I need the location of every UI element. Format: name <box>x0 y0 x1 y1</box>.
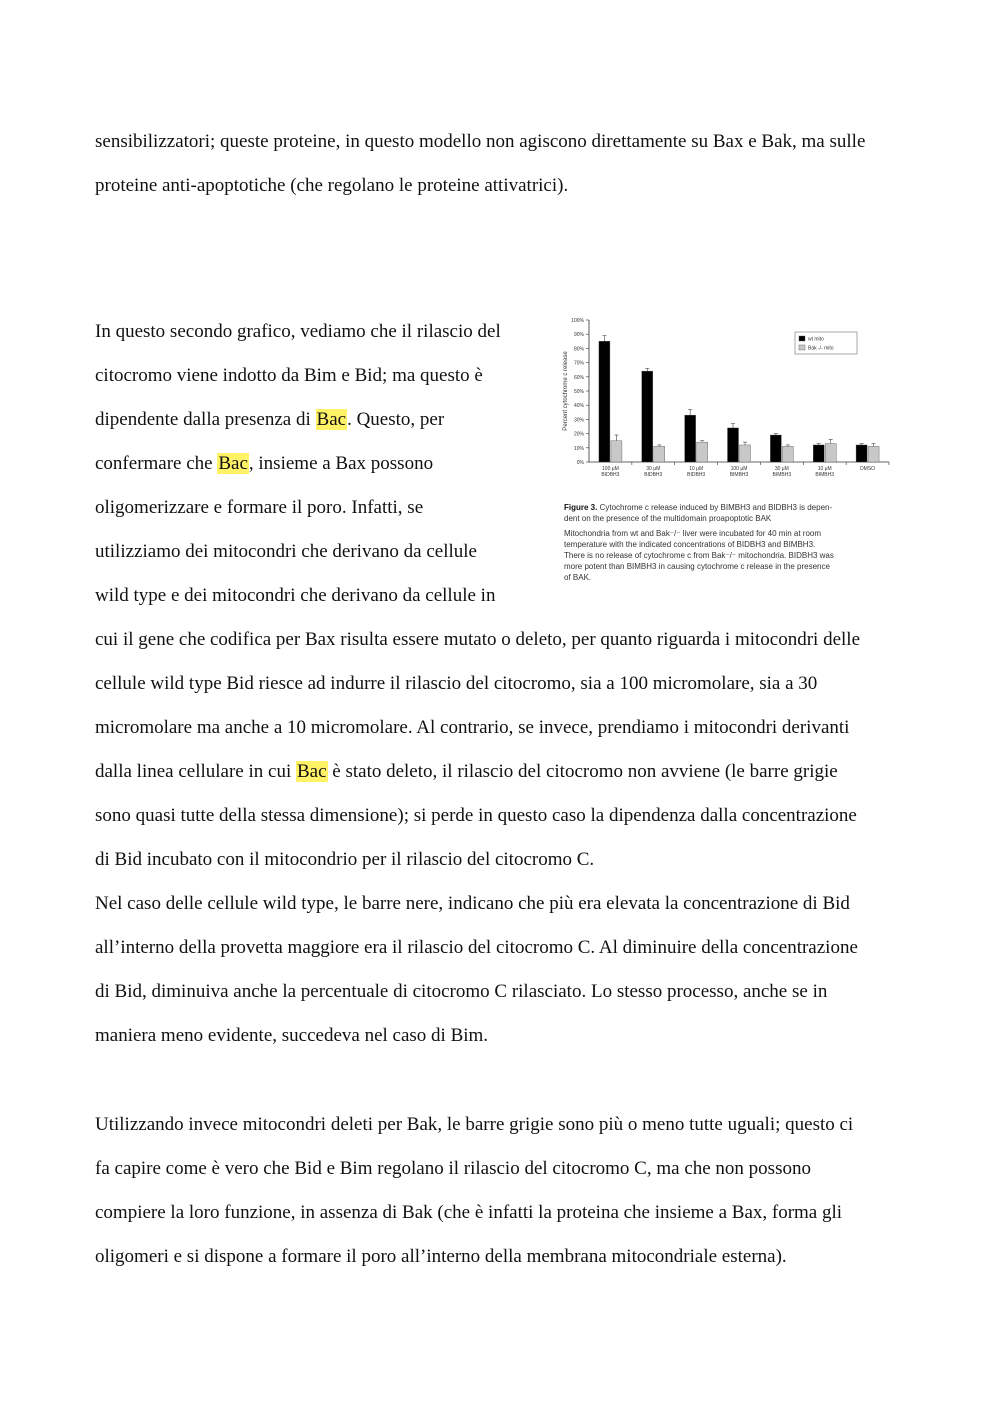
highlight-bac: Bac <box>296 761 327 782</box>
bar-bak-ko <box>611 441 622 462</box>
para2-line-1: Nel caso delle cellule wild type, le barre nere, indicano che più era elevata la concentrazione di Bid <box>95 893 850 914</box>
x-tick-label: 100 μM <box>602 466 619 472</box>
para2-line-3: di Bid, diminuiva anche la percentuale di citocromo C rilasciato. Lo stesso processo, anche se in <box>95 981 828 1002</box>
para1-line-3: dipendente dalla presenza di Bac. Questo, per <box>95 409 445 430</box>
intro-line-1: sensibilizzatori; queste proteine, in questo modello non agiscono direttamente su Bax e Bak, ma sulle <box>95 131 866 152</box>
x-tick-label: DMSO <box>860 466 876 472</box>
bar-wt <box>599 341 610 462</box>
highlight-bac: Bac <box>218 453 248 474</box>
x-tick-label: 30 μM <box>774 466 789 472</box>
para1-line-7: wild type e dei mitocondri che derivano da cellule in <box>95 585 496 606</box>
para1-line-13: di Bid incubato con il mitocondrio per il rilascio del citocromo C. <box>95 849 595 870</box>
bar-wt <box>856 445 867 462</box>
para1-line-8: cui il gene che codifica per Bax risulta essere mutato o deleto, per quanto riguarda i mitocondri delle <box>95 629 861 650</box>
y-tick-label: 40% <box>573 403 584 410</box>
bar-wt <box>813 445 824 462</box>
para1-line-6: utilizziamo dei mitocondri che derivano da cellule <box>95 541 477 562</box>
para3-line-3: compiere la loro funzione, in assenza di Bak (che è infatti la proteina che insieme a Bax, forma gli <box>95 1202 843 1223</box>
figure-caption-title-2: dent on the presence of the multidomain proapoptotic BAK <box>564 514 772 523</box>
y-tick-label: 100% <box>571 318 584 324</box>
para1-line-10: micromolare ma anche a 10 micromolare. Al contrario, se invece, prendiamo i mitocondri derivanti <box>95 717 850 738</box>
intro-line-2: proteine anti-apoptotiche (che regolano le proteine attivatrici). <box>95 175 569 196</box>
bar-bak-ko <box>825 444 836 462</box>
bar-bak-ko <box>868 446 879 462</box>
bar-chart <box>555 312 895 492</box>
para3-line-1: Utilizzando invece mitocondri deleti per Bak, le barre grigie sono più o meno tutte uguali; questo ci <box>95 1114 854 1135</box>
para1-line-1: In questo secondo grafico, vediamo che il rilascio del <box>95 321 501 342</box>
figure-caption-body-2: temperature with the indicated concentrations of BIDBH3 and BIMBH3. <box>564 540 816 549</box>
para1-line-11: dalla linea cellulare in cui Bac è stato deleto, il rilascio del citocromo non avviene (le barre grigie <box>95 761 838 782</box>
y-axis-label: Percent cytochrome c release <box>563 351 569 431</box>
y-tick-label: 90% <box>573 332 584 339</box>
y-tick-label: 10% <box>573 445 584 452</box>
figure-caption-body-3: There is no release of cytochrome c from Bak⁻/⁻ mitochondria. BIDBH3 was <box>564 551 834 560</box>
x-tick-label: 10 μM <box>817 466 832 472</box>
x-tick-label: BIDBH3 <box>644 472 663 478</box>
para2-line-2: all’interno della provetta maggiore era il rilascio del citocromo C. Al diminuire della concentrazione <box>95 937 858 958</box>
figure-caption-body-4: more potent than BIMBH3 in causing cytochrome c release in the presence <box>564 562 830 571</box>
x-tick-label: 30 μM <box>646 466 661 472</box>
para1-line-5: oligomerizzare e formare il poro. Infatti, se <box>95 497 424 518</box>
bar-bak-ko <box>740 445 751 462</box>
y-tick-label: 0% <box>576 460 584 466</box>
figure-caption-body-5: of BAK. <box>564 573 592 582</box>
para1-line-12: sono quasi tutte della stessa dimensione); si perde in questo caso la dipendenza dalla concentrazione <box>95 805 857 826</box>
bar-bak-ko <box>782 446 793 462</box>
highlight-bac: Bac <box>316 409 347 430</box>
bar-wt <box>685 415 696 462</box>
para1-line-9: cellule wild type Bid riesce ad indurre il rilascio del citocromo, sia a 100 micromolare, sia a 30 <box>95 673 818 694</box>
figure-caption-title-1: Figure 3. Cytochrome c release induced by BIMBH3 and BIDBH3 is depen- <box>564 503 833 512</box>
legend-label: wt mito <box>808 336 824 343</box>
legend-swatch <box>799 336 805 341</box>
para3-line-2: fa capire come è vero che Bid e Bim regolano il rilascio del citocromo C, ma che non possono <box>95 1158 811 1179</box>
y-tick-label: 30% <box>573 417 584 424</box>
bar-bak-ko <box>654 446 665 462</box>
x-tick-label: BIMBH3 <box>772 472 792 478</box>
y-tick-label: 80% <box>573 346 584 353</box>
x-tick-label: BIDBH3 <box>687 472 706 478</box>
para1-line-2: citocromo viene indotto da Bim e Bid; ma questo è <box>95 365 483 386</box>
bar-bak-ko <box>697 442 708 462</box>
bar-wt <box>642 371 653 462</box>
y-tick-label: 70% <box>573 360 584 367</box>
figure-3 <box>555 312 895 592</box>
x-tick-label: 100 μM <box>730 466 748 472</box>
y-tick-label: 60% <box>573 374 584 381</box>
x-tick-label: BIMBH3 <box>815 472 835 478</box>
x-tick-label: 10 μM <box>689 466 704 472</box>
figure-caption-label: Figure 3. <box>564 503 598 512</box>
para2-line-4: maniera meno evidente, succedeva nel caso di Bim. <box>95 1025 489 1046</box>
x-tick-label: BIMBH3 <box>729 472 749 478</box>
legend-swatch <box>799 345 805 350</box>
bar-wt <box>728 428 739 462</box>
para1-line-4: confermare che Bac, insieme a Bax possono <box>95 453 434 474</box>
bar-wt <box>770 435 781 462</box>
y-tick-label: 20% <box>573 431 584 438</box>
para3-line-4: oligomeri e si dispone a formare il poro all’interno della membrana mitocondriale esterna). <box>95 1246 787 1267</box>
x-tick-label: BIDBH3 <box>601 472 620 478</box>
legend-label: Bak -/- mito <box>808 345 834 352</box>
y-tick-label: 50% <box>573 389 584 395</box>
figure-caption-body-1: Mitochondria from wt and Bak⁻/⁻ liver were incubated for 40 min at room <box>564 529 821 538</box>
